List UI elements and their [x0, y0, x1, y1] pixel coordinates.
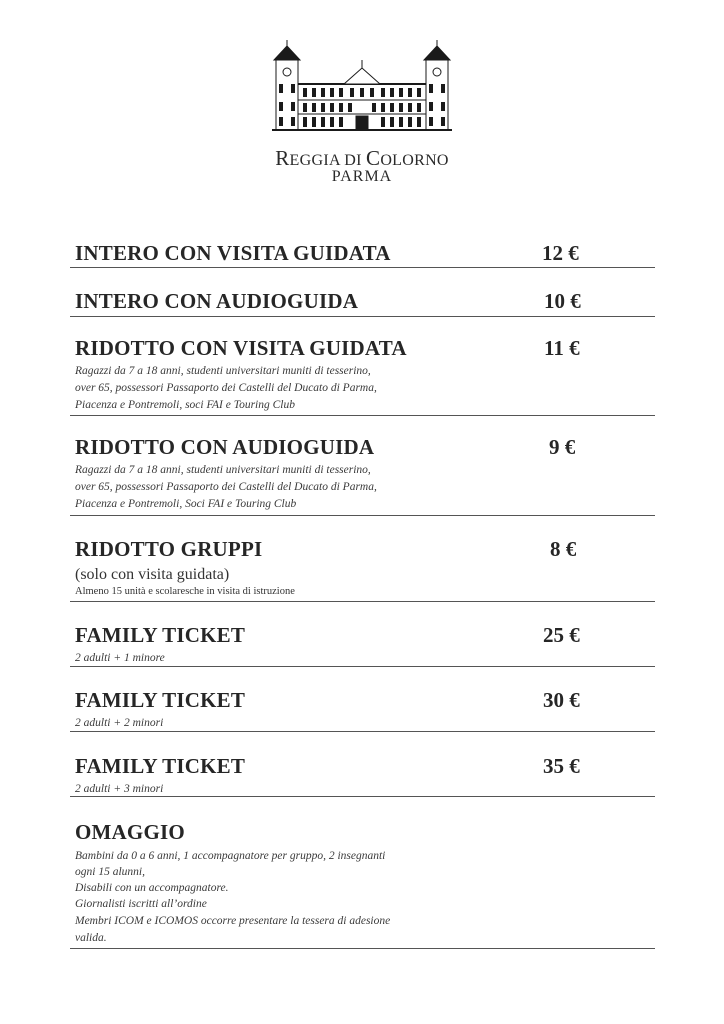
palace-illustration — [270, 38, 454, 138]
ticket-note: Piacenza e Pontremoli, soci FAI e Touring Club — [75, 399, 295, 411]
ticket-price: 10 € — [544, 289, 581, 313]
brand-text: OLORNO — [380, 152, 449, 169]
ticket-note: 2 adulti + 1 minore — [75, 652, 165, 664]
ticket-row — [70, 287, 655, 317]
ticket-note: Bambini da 0 a 6 anni, 1 accompagnatore per gruppo, 2 insegnanti — [75, 850, 386, 862]
ticket-note: ogni 15 alunni, — [75, 866, 145, 878]
ticket-price: 12 € — [542, 241, 579, 265]
ticket-row — [70, 432, 655, 516]
ticket-note: Almeno 15 unità e scolaresche in visita di istruzione — [75, 586, 295, 597]
ticket-price: 11 € — [544, 336, 580, 360]
brand-initial: R — [275, 146, 290, 170]
ticket-row — [70, 235, 655, 268]
ticket-title: OMAGGIO — [75, 820, 185, 844]
ticket-title: RIDOTTO CON VISITA GUIDATA — [75, 336, 407, 360]
ticket-title: INTERO CON AUDIOGUIDA — [75, 289, 359, 313]
ticket-row — [70, 620, 655, 667]
ticket-note: Giornalisti iscritti all’ordine — [75, 898, 207, 910]
ticket-note: valida. — [75, 932, 107, 944]
brand-text: EGGIA DI — [289, 152, 366, 169]
logo — [270, 38, 454, 188]
ticket-price: 9 € — [549, 435, 576, 459]
ticket-subtitle: (solo con visita guidata) — [75, 566, 230, 583]
ticket-price: 8 € — [550, 537, 577, 561]
ticket-note: Disabili con un accompagnatore. — [75, 882, 229, 894]
ticket-row — [70, 333, 655, 416]
ticket-note: 2 adulti + 2 minori — [75, 717, 164, 729]
ticket-price: 35 € — [543, 754, 580, 778]
brand-initial: C — [366, 146, 381, 170]
ticket-title: RIDOTTO CON AUDIOGUIDA — [75, 435, 375, 459]
ticket-note: Membri ICOM e ICOMOS occorre presentare la tessera di adesione — [75, 915, 391, 927]
ticket-row — [70, 751, 655, 797]
ticket-price: 30 € — [543, 688, 580, 712]
ticket-row — [70, 685, 655, 732]
ticket-note: Ragazzi da 7 a 18 anni, studenti universitari muniti di tesserino, — [75, 464, 371, 476]
ticket-row — [70, 534, 655, 602]
ticket-note: Piacenza e Pontremoli, Soci FAI e Touring Club — [75, 498, 297, 510]
ticket-note: 2 adulti + 3 minori — [75, 783, 164, 795]
ticket-title: FAMILY TICKET — [75, 754, 246, 778]
ticket-title: INTERO CON VISITA GUIDATA — [75, 241, 391, 265]
ticket-title: FAMILY TICKET — [75, 623, 246, 647]
ticket-row — [70, 817, 655, 949]
brand-city: PARMA — [331, 168, 393, 185]
ticket-title: FAMILY TICKET — [75, 688, 246, 712]
ticket-note: over 65, possessori Passaporto dei Castelli del Ducato di Parma, — [75, 481, 377, 493]
ticket-note: Ragazzi da 7 a 18 anni, studenti universitari muniti di tesserino, — [75, 365, 371, 377]
ticket-note: over 65, possessori Passaporto dei Castelli del Ducato di Parma, — [75, 382, 377, 394]
ticket-title: RIDOTTO GRUPPI — [75, 537, 263, 561]
ticket-price: 25 € — [543, 623, 580, 647]
